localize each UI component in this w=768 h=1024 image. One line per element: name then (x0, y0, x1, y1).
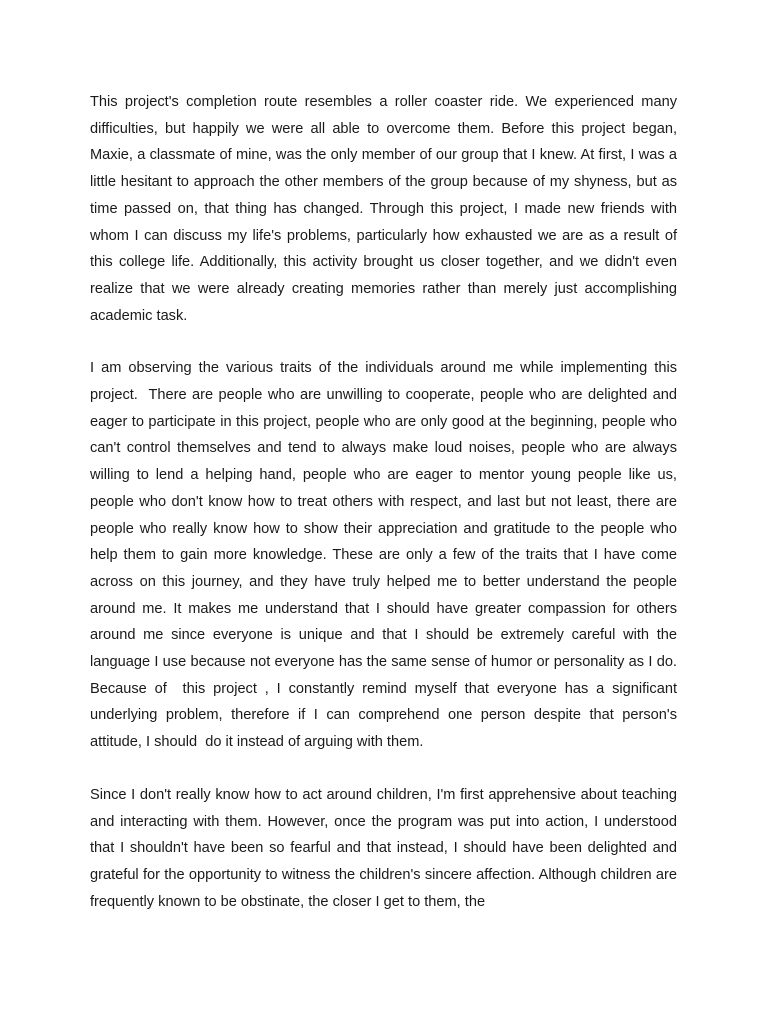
paragraph-1: This project's completion route resembles a roller coaster ride. We experienced many difficulties, but happily we were all able to overcome them. Before this project began, Maxie, a classmate of mine, was the only member of our group that I knew. At first, I was a little hesitant to approach the other members of the group because of my shyness, but as time passed on, that thing has changed. Through this project, I made new friends with whom I can discuss my life's problems, particularly how exhausted we are as a result of this college life. Additionally, this activity brought us closer together, and we didn't even realize that we were already creating memories rather than merely just accomplishing academic task. (90, 94, 682, 324)
paragraph-2: I am observing the various traits of the individuals around me while implementing this project. There are people who are unwilling to cooperate, people who are delighted and eager to participate in this project, people who are only good at the beginning, people who can't control themselves and tend to always make loud noises, people who are always willing to lend a helping hand, people who are eager to mentor young people like us, people who don't know how to treat others with respect, and last but not least, there are people who really know how to show their appreciation and gratitude to the people who help them to gain more knowledge. These are only a few of the traits that I have come across on this journey, and they have truly helped me to better understand the people around me. It makes me understand that I should have greater compassion for others around me since everyone is unique and that I should be extremely careful with the language I use because not everyone has the same sense of humor or personality as I do. Because of this project , I constantly remind myself that everyone has a significant underlying problem, therefore if I can comprehend one person despite that person's attitude, I should do it instead of arguing with them. (90, 360, 682, 751)
document-body (90, 89, 682, 915)
paragraph-3: Since I don't really know how to act around children, I'm first apprehensive about teaching and interacting with them. However, once the program was put into action, I understood that I shouldn't have been so fearful and that instead, I should have been delighted and grateful for the opportunity to witness the children's sincere affection. Although children are frequently known to be obstinate, the closer I get to them, the (90, 786, 682, 910)
